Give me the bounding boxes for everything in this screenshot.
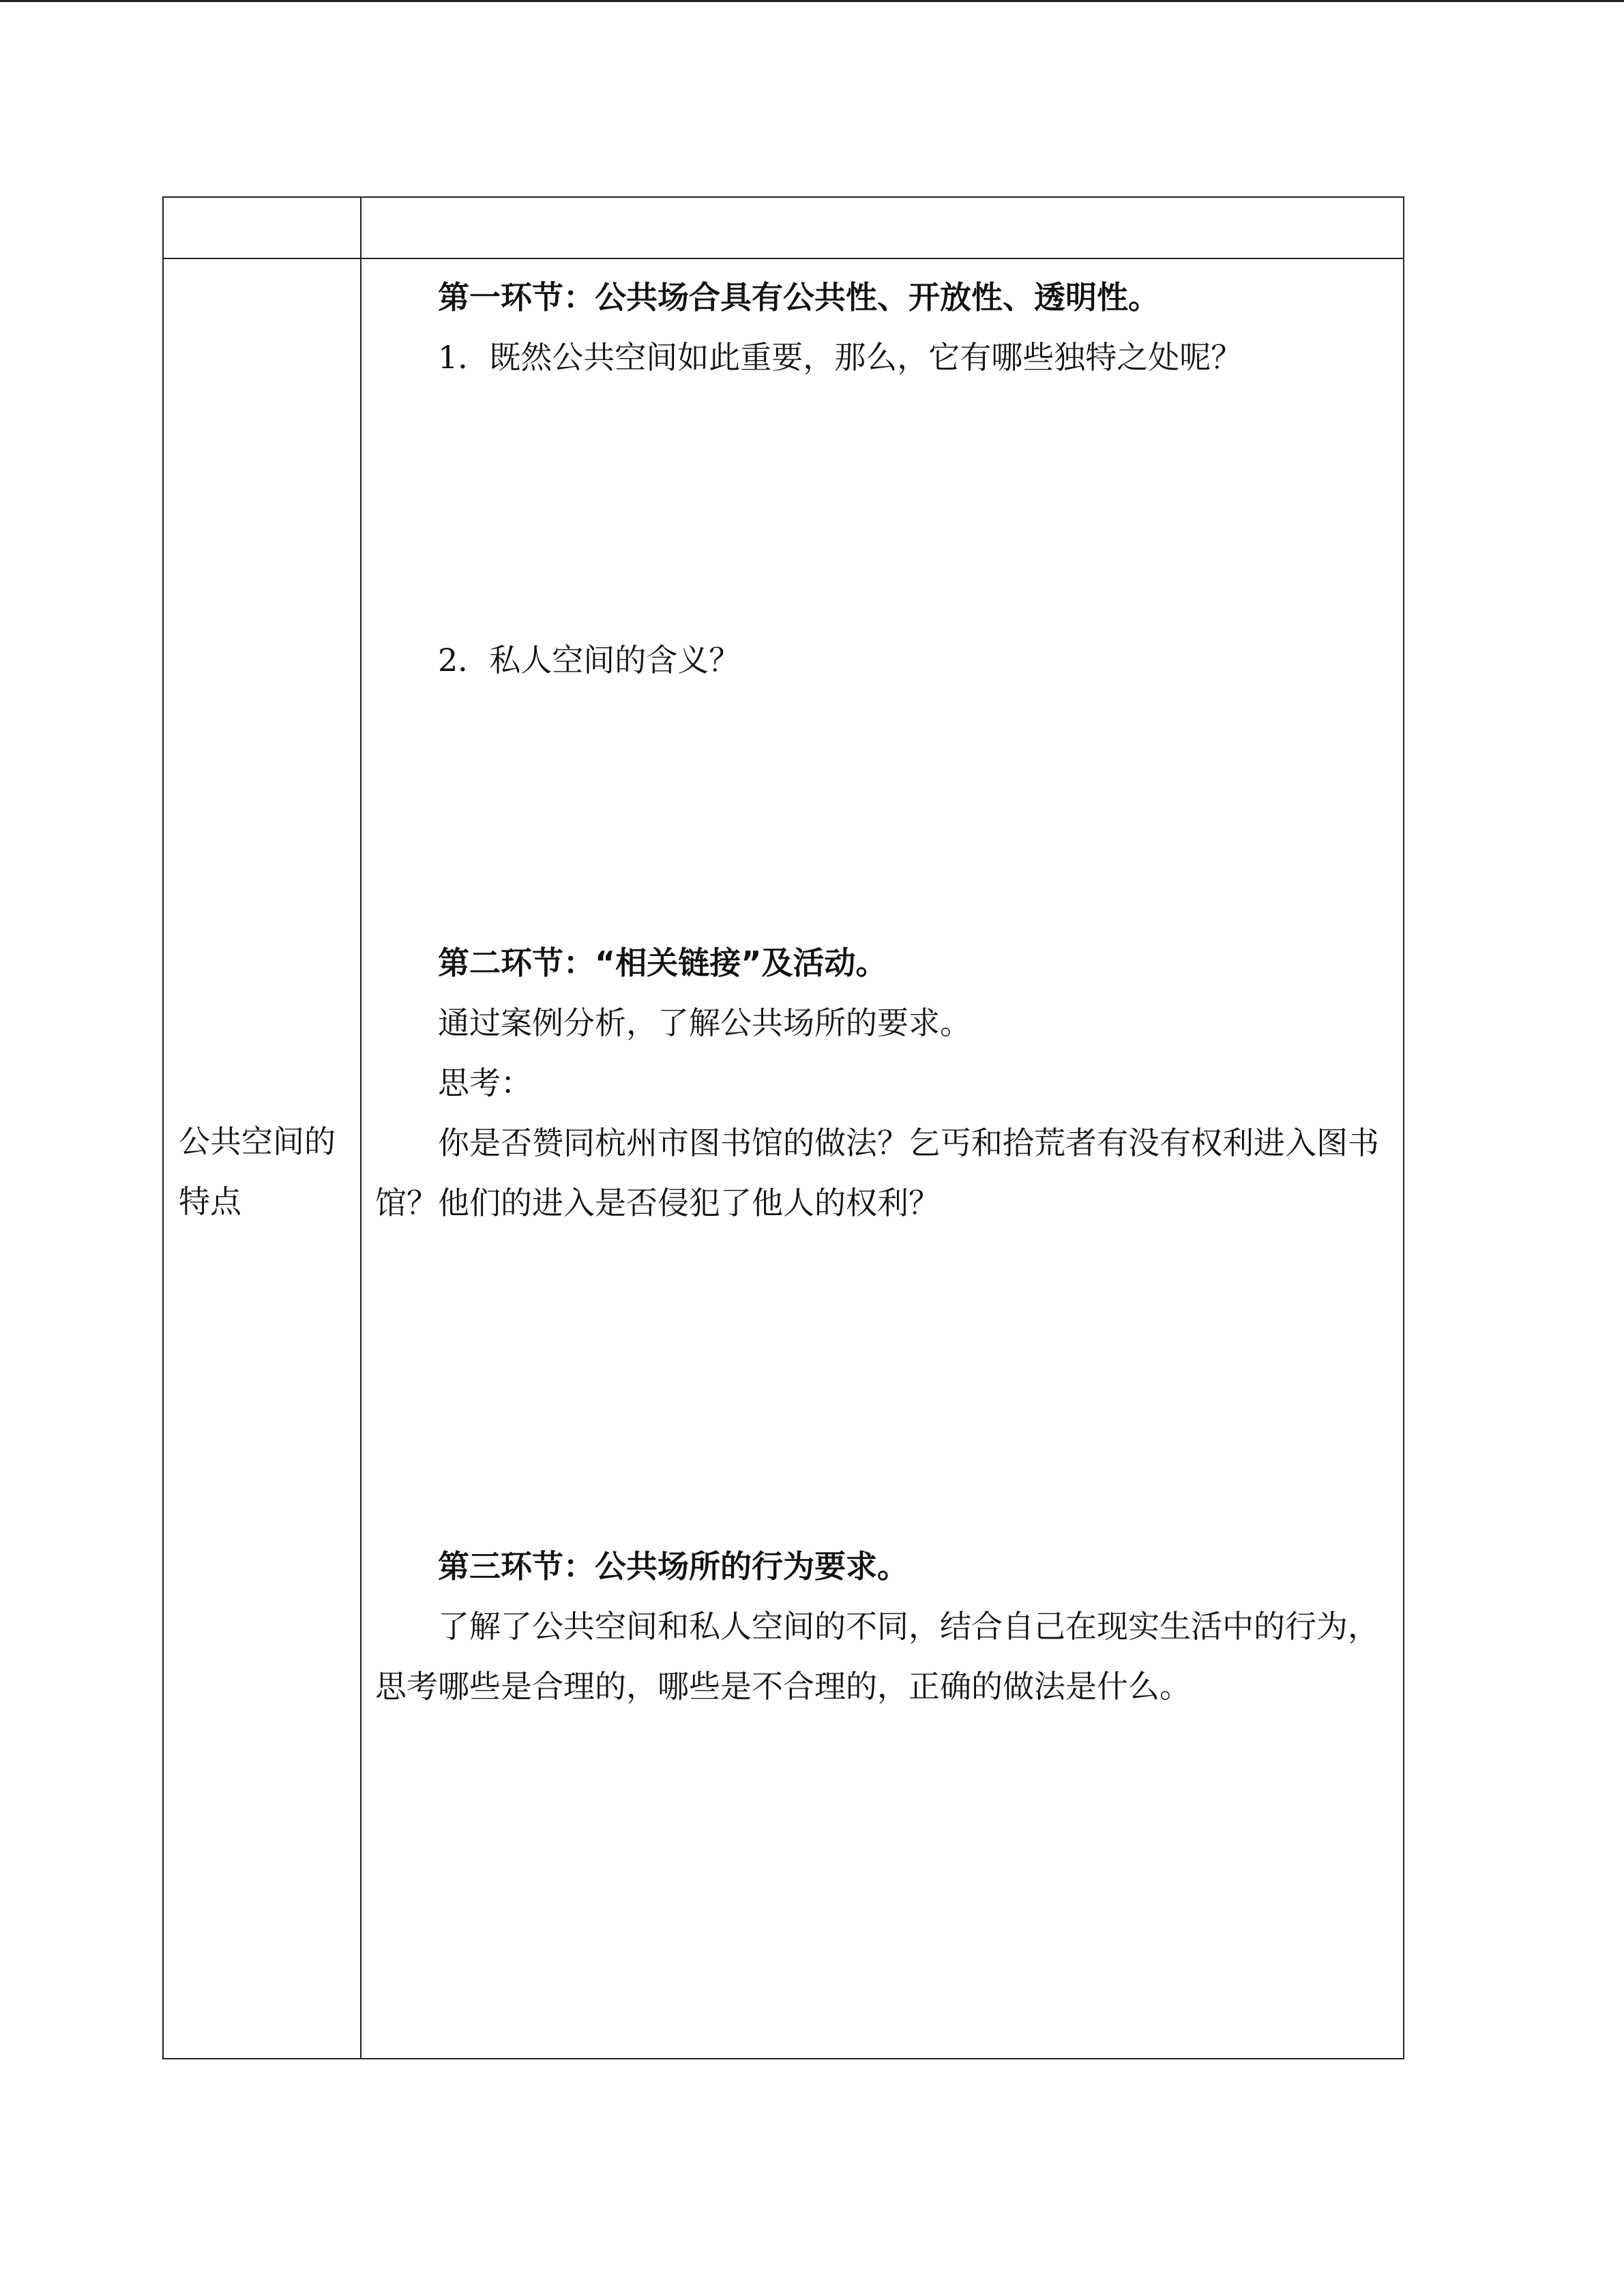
section3-title: 第三环节：公共场所的行为要求。 <box>438 1548 909 1585</box>
lesson-content <box>375 267 1385 1716</box>
answer-space-2 <box>375 690 1385 933</box>
table-header-divider <box>164 258 1403 259</box>
section1-title: 第一环节：公共场合具有公共性、开放性、透明性。 <box>438 279 1160 316</box>
answer-space-3 <box>375 1233 1385 1536</box>
answer-space-1 <box>375 387 1385 630</box>
lesson-table <box>162 196 1404 2059</box>
section1-question-2: 2．私人空间的含义？ <box>438 642 741 679</box>
section2-text-2: 思考： <box>438 1064 532 1101</box>
table-column-divider <box>360 198 361 2058</box>
section2-question: 你是否赞同杭州市图书馆的做法？乞丐和拾荒者有没有权利进入图书馆？他们的进入是否侵犯了他人的权利？ <box>375 1124 1379 1221</box>
page-top-rule <box>0 0 1624 2</box>
section3-text: 了解了公共空间和私人空间的不同，结合自己在现实生活中的行为，思考哪些是合理的，哪些是不合理的，正确的做法是什么。 <box>375 1608 1379 1705</box>
section2-text-1: 通过案例分析，了解公共场所的要求。 <box>438 1004 971 1041</box>
section2-title: 第二环节：“相关链接”及活动。 <box>438 944 887 981</box>
row-label: 公共空间的特点 <box>179 1123 336 1220</box>
section1-question-1: 1．既然公共空间如此重要，那么，它有哪些独特之处呢？ <box>438 339 1243 376</box>
